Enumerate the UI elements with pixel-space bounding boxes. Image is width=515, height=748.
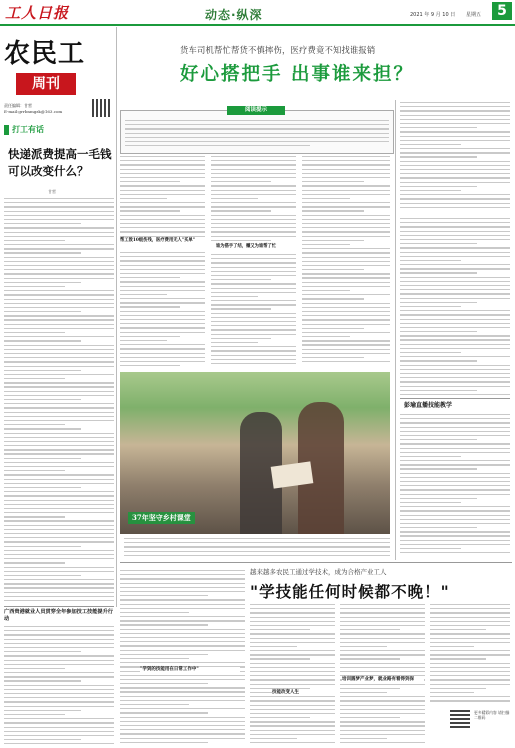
feature-rule — [120, 562, 512, 563]
right-brief-rule — [400, 398, 510, 399]
right-brief-body — [400, 414, 510, 554]
page-number: 5 — [492, 2, 512, 20]
footer-qr-icon — [450, 708, 470, 728]
feature-col2 — [250, 604, 335, 744]
top-story-subhead-2: 谁为搭手了结，赚又为谁帮了忙 — [216, 244, 277, 249]
reading-guide-text — [125, 120, 389, 150]
top-story-col1-b — [120, 252, 205, 370]
top-story-subhead-1: 帮工致10级伤残，医疗费用无人"买单" — [120, 238, 195, 243]
qr-code-icon — [92, 99, 110, 117]
column-tag — [4, 124, 114, 136]
masthead-rule — [0, 24, 515, 26]
feature-col1 — [120, 570, 245, 744]
photo-caption-title: 37年坚守乡村课堂 — [128, 512, 195, 524]
top-story-col3 — [302, 156, 390, 370]
photo-caption-text — [124, 538, 390, 560]
top-story-col1-a — [120, 156, 205, 238]
right-brief-headline: 彭瑜直播技能教学 — [404, 402, 453, 409]
reading-guide-label: 阅读提示 — [227, 106, 285, 115]
section-label: 动态·纵深 — [205, 8, 263, 22]
footer-qr-label: 更多精彩内容 请扫描二维码 — [474, 710, 510, 720]
editor-line: 责任编辑：甘皙 — [4, 103, 32, 108]
column-tag-label: 打工有话 — [12, 125, 44, 134]
brief-body — [4, 626, 114, 744]
feature-subhead-3: 培训圆梦产业梦，就业路有看得到保 — [342, 677, 424, 683]
paper-name: 工人日报 — [5, 4, 70, 22]
reading-guide-box — [120, 107, 394, 154]
editor-email: E-mail:grrbnmgzk@163.com — [4, 109, 63, 114]
column-divider-left — [116, 27, 117, 607]
weekly-panel — [0, 27, 117, 121]
top-story-col2-b — [211, 254, 296, 370]
news-photo — [120, 372, 390, 534]
right-col-b — [400, 218, 510, 398]
feature-col4 — [430, 604, 510, 704]
column-tag-bar — [4, 125, 9, 135]
brief-rule — [4, 606, 114, 607]
feature-headline: "学技能任何时候都不晚！" — [250, 582, 450, 601]
right-col-a — [400, 102, 510, 214]
opinion-headline: 快递派费提高一毛钱 可以改变什么？ — [8, 147, 112, 178]
opinion-body — [4, 198, 114, 602]
top-story-headline: 好心搭把手 出事谁来担？ — [180, 64, 414, 85]
feature-subhead-1: "学到的技能用在日常工作中" — [140, 667, 240, 673]
brief-headline: 广西贵港就业人员贯穿全年参加技工技能提升行动 — [4, 609, 113, 622]
issue-date: 2021 年 9 月 10 日 — [410, 12, 456, 18]
feature-kicker: 越来越多农民工通过学技术，成为合格产业工人 — [250, 568, 387, 576]
top-story-col2-a — [211, 156, 296, 242]
feature-col3 — [340, 604, 425, 744]
opinion-byline: 甘皙 — [48, 189, 56, 194]
weekly-title: 农民工 — [4, 39, 86, 69]
issue-weekday: 星期五 — [466, 12, 482, 18]
top-story-kicker: 货车司机帮忙帮货不慎摔伤，医疗费竟不知找谁报销 — [180, 45, 376, 55]
column-divider-right — [395, 100, 396, 560]
weekly-subtitle: 周刊 — [16, 73, 76, 95]
feature-subhead-2: 技能改变人生 — [272, 690, 332, 696]
masthead — [0, 0, 515, 26]
